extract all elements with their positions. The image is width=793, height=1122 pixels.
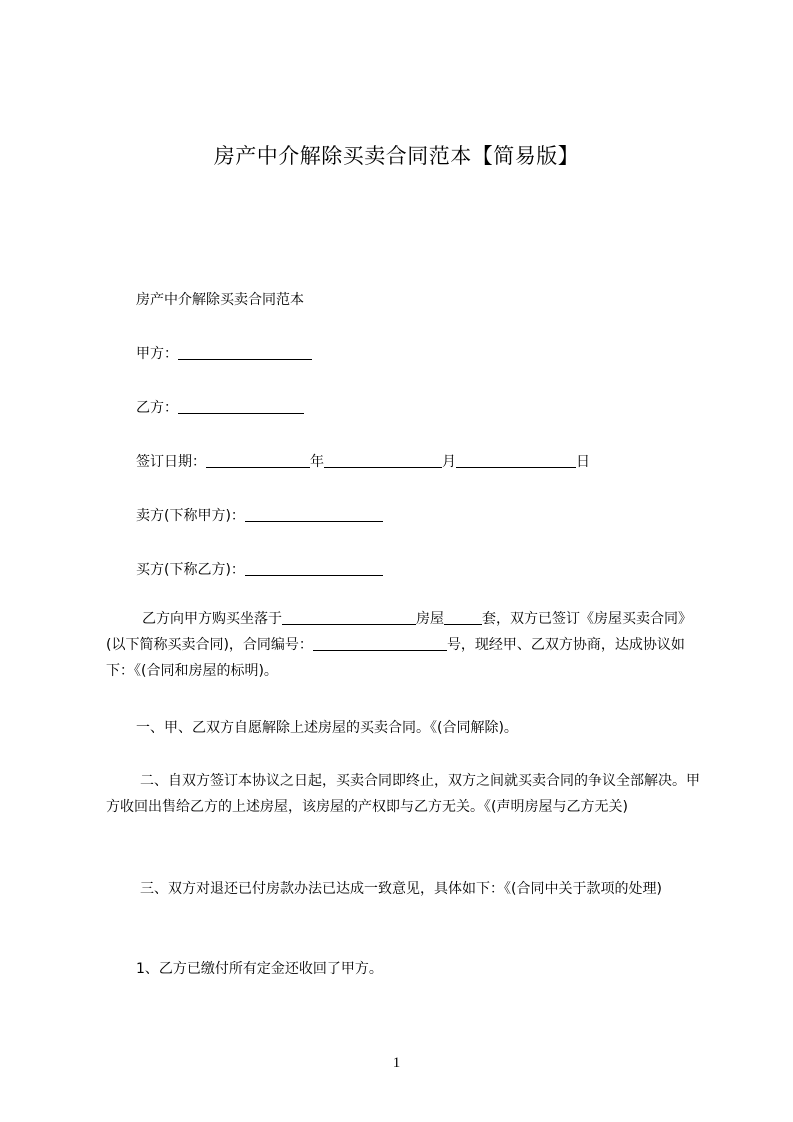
sign-date-label: 签订日期： [136, 454, 206, 470]
buyer-line [106, 557, 732, 583]
sign-date-month-blank[interactable] [324, 452, 442, 468]
intro-text-1: 乙方向甲方购买坐落于 [142, 611, 282, 627]
sign-date-year-text: 年 [310, 454, 324, 470]
contract-number-blank[interactable] [313, 635, 447, 651]
party-b-blank[interactable] [178, 398, 304, 414]
subtitle: 房产中介解除买卖合同范本 [136, 292, 304, 308]
clause-3-item-1: 1、乙方已缴付所有定金还收回了甲方。 [136, 961, 383, 977]
seller-blank[interactable] [245, 506, 383, 522]
clause-1: 一、甲、乙双方自愿解除上述房屋的买卖合同。《(合同解除)。 [136, 720, 518, 736]
sign-date-line [106, 449, 732, 475]
party-b-label: 乙方： [136, 400, 178, 416]
location-blank[interactable] [282, 609, 416, 625]
clause-2: 二、自双方签订本协议之日起，买卖合同即终止，双方之间就买卖合同的争议全部解决。甲方收回出售给乙方的上述房屋，该房屋的产权即与乙方无关。《(声明房屋与乙方无关) [106, 773, 700, 815]
buyer-label: 买方(下称乙方)： [136, 562, 245, 578]
party-b-line [106, 395, 732, 421]
sign-date-month-text: 月 [442, 454, 456, 470]
page-number: 1 [392, 1055, 401, 1071]
intro-text-2: 房屋 [416, 611, 444, 627]
intro-text-4: 号，现经甲、乙双方协商，达成协议如下：《(合同和房屋的标明)。 [106, 637, 685, 679]
quantity-blank[interactable] [444, 609, 482, 625]
party-a-label: 甲方： [136, 346, 178, 362]
clause-3: 三、双方对退还已付房款办法已达成一致意见，具体如下：《(合同中关于款项的处理) [140, 881, 662, 897]
sign-date-day-text: 日 [576, 454, 590, 470]
party-a-blank[interactable] [178, 344, 312, 360]
sign-date-year-blank[interactable] [206, 452, 310, 468]
buyer-blank[interactable] [245, 560, 383, 576]
seller-label: 卖方(下称甲方)： [136, 508, 245, 524]
document-title: 房产中介解除买卖合同范本【简易版】 [213, 144, 580, 168]
sign-date-day-blank[interactable] [456, 452, 576, 468]
party-a-line [106, 341, 732, 367]
intro-paragraph [106, 606, 702, 684]
intro-text-3: 套，双方已签订《房屋买卖合同》(以下简称买卖合同)，合同编号： [106, 611, 692, 653]
seller-line [106, 503, 732, 529]
